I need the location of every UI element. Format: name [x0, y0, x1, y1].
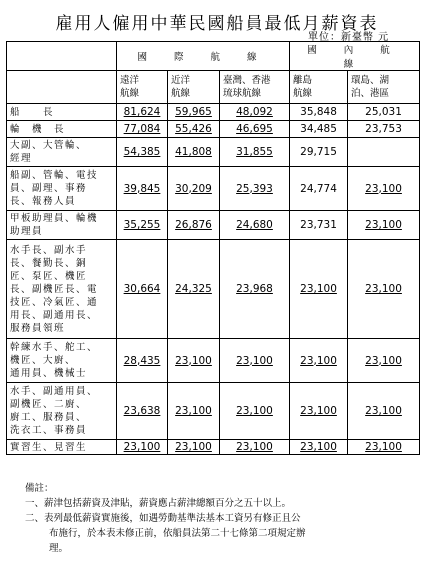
wage-value: 59,965 [175, 106, 212, 118]
note-line: 布施行，於本表未修正前，依船員法第二十七條第二項規定辦 [49, 528, 306, 539]
wage-cell [348, 440, 420, 455]
wage-cell [168, 339, 220, 383]
currency-unit: 單位：新臺幣 元 [308, 32, 390, 43]
wage-value: 23,100 [365, 219, 402, 231]
wage-value: 25,393 [236, 182, 273, 195]
column-header-1: 遠洋 航線 [117, 71, 168, 104]
wage-cell [168, 104, 220, 121]
wage-value: 23,968 [236, 283, 273, 295]
table-row [7, 167, 420, 211]
rank-label: 輪 機 長 [7, 121, 117, 138]
column-header-2: 近洋 航線 [168, 71, 220, 104]
wage-value: 23,100 [300, 283, 337, 295]
wage-cell [290, 104, 348, 121]
wage-value: 23,100 [365, 441, 402, 453]
wage-value: 23,100 [175, 405, 212, 417]
corner-cell [7, 42, 117, 71]
wage-cell [168, 211, 220, 240]
wage-cell [220, 339, 290, 383]
table-row [7, 440, 420, 455]
wage-cell [290, 240, 348, 339]
wage-value: 39,845 [123, 182, 161, 195]
wage-cell [220, 383, 290, 440]
wage-value: 23,100 [175, 441, 212, 453]
column-header-5: 環島、湖 泊、港區 [348, 71, 420, 104]
wage-value: 24,325 [175, 283, 212, 295]
wage-cell [348, 121, 420, 138]
table-row [7, 138, 420, 167]
table-row [7, 383, 420, 440]
wage-cell [168, 121, 220, 138]
wage-value: 35,255 [123, 219, 161, 231]
column-header-row [7, 71, 420, 104]
rank-label: 大副、大管輪、 經理 [7, 138, 117, 167]
wage-value: 26,876 [175, 219, 212, 231]
wage-value: 23,100 [300, 354, 337, 367]
page-title: 雇用人僱用中華民國船員最低月薪資表 [55, 14, 379, 34]
notes [25, 481, 425, 556]
wage-value: 25,031 [365, 106, 402, 118]
wage-value: 81,624 [123, 106, 161, 118]
wage-value: 24,774 [300, 182, 337, 195]
wage-cell [348, 383, 420, 440]
wage-value: 23,100 [365, 182, 402, 195]
wage-cell [348, 104, 420, 121]
wage-cell [348, 240, 420, 339]
rank-label: 水手、副通用員、 副機匠、二廚、 廚工、服務員、 洗衣工、事務員 [7, 383, 117, 440]
wage-cell [220, 121, 290, 138]
wage-value: 77,084 [123, 123, 161, 135]
wage-value: 35,848 [300, 106, 337, 118]
wage-value: 23,100 [236, 405, 273, 417]
wage-cell [117, 121, 168, 138]
wage-value: 23,753 [365, 123, 402, 135]
wage-value: 54,385 [123, 146, 161, 158]
wage-cell [290, 339, 348, 383]
wage-value: 23,100 [300, 405, 337, 417]
wage-cell [168, 440, 220, 455]
wage-cell [117, 104, 168, 121]
wage-value: 23,100 [236, 441, 273, 453]
wage-value: 41,808 [175, 146, 212, 158]
wage-cell [117, 383, 168, 440]
wage-cell [220, 104, 290, 121]
wage-cell [117, 240, 168, 339]
wage-cell [117, 339, 168, 383]
wage-cell [348, 167, 420, 211]
wage-cell [168, 240, 220, 339]
wage-value: 31,855 [236, 146, 273, 158]
wage-cell [117, 138, 168, 167]
notes-heading: 備註： [25, 483, 54, 494]
wage-value: 23,100 [365, 405, 402, 417]
column-header-3: 臺灣、香港 琉球航線 [220, 71, 290, 104]
table-row [7, 240, 420, 339]
wage-cell [168, 167, 220, 211]
wage-cell [117, 440, 168, 455]
wage-value: 30,209 [175, 182, 212, 195]
wage-value: 23,100 [365, 283, 402, 295]
wage-value: 24,680 [236, 219, 273, 231]
rank-label: 水手長、副水手 長、餐勤長、銅 匠、泵匠、機匠 長、副機匠長、電 技匠、冷氣匠、通 用長、副通用長、 服務員領班 [7, 240, 117, 339]
wage-value: 23,100 [300, 441, 337, 453]
wage-cell [290, 121, 348, 138]
wage-table [6, 41, 420, 455]
note-line: 二、表列最低薪資實施後，如遇勞動基準法基本工資另有修正且公 [25, 513, 301, 524]
group-header-row [7, 42, 420, 71]
wage-cell [290, 138, 348, 167]
wage-value: 23,638 [123, 405, 161, 417]
wage-value: 29,715 [300, 146, 337, 158]
wage-cell [220, 440, 290, 455]
domestic-group-header: 國 內 航 線 [290, 42, 420, 71]
wage-cell [290, 383, 348, 440]
wage-cell [290, 167, 348, 211]
wage-value: 23,100 [123, 441, 161, 453]
wage-cell [117, 167, 168, 211]
international-group-header: 國 際 航 線 [117, 42, 290, 71]
wage-cell [220, 211, 290, 240]
column-header-4: 離島 航線 [290, 71, 348, 104]
wage-value: 55,426 [175, 123, 212, 135]
note-line: 理。 [49, 543, 69, 554]
wage-value: 23,100 [365, 354, 402, 367]
wage-value: 23,731 [300, 219, 337, 231]
wage-cell [220, 240, 290, 339]
wage-cell [348, 138, 420, 167]
wage-cell [220, 138, 290, 167]
wage-cell [168, 383, 220, 440]
table-row [7, 104, 420, 121]
wage-cell [290, 440, 348, 455]
blank-header-cell [7, 71, 117, 104]
wage-cell [290, 211, 348, 240]
wage-cell [220, 167, 290, 211]
wage-cell [168, 138, 220, 167]
wage-value: 30,664 [123, 283, 161, 295]
wage-value: 48,092 [236, 106, 273, 118]
wage-value: 34,485 [300, 123, 337, 135]
rank-label: 船 長 [7, 104, 117, 121]
rank-label: 幹練水手、舵工、 機匠、大廚、 通用員、機械士 [7, 339, 117, 383]
wage-cell [348, 339, 420, 383]
table-row [7, 211, 420, 240]
note-line: 一、薪津包括薪資及津貼，薪資應占薪津總額百分之五十以上。 [25, 498, 292, 509]
wage-value: 28,435 [123, 354, 161, 367]
wage-value: 23,100 [175, 354, 212, 367]
rank-label: 船副、管輪、電技 員、副理、事務 長、報務人員 [7, 167, 117, 211]
wage-cell [117, 211, 168, 240]
rank-label: 實習生、見習生 [7, 440, 117, 455]
rank-label: 甲板助理員、輪機 助理員 [7, 211, 117, 240]
wage-cell [348, 211, 420, 240]
table-row [7, 339, 420, 383]
wage-value: 23,100 [236, 354, 273, 367]
table-row [7, 121, 420, 138]
wage-value: 46,695 [236, 123, 273, 135]
